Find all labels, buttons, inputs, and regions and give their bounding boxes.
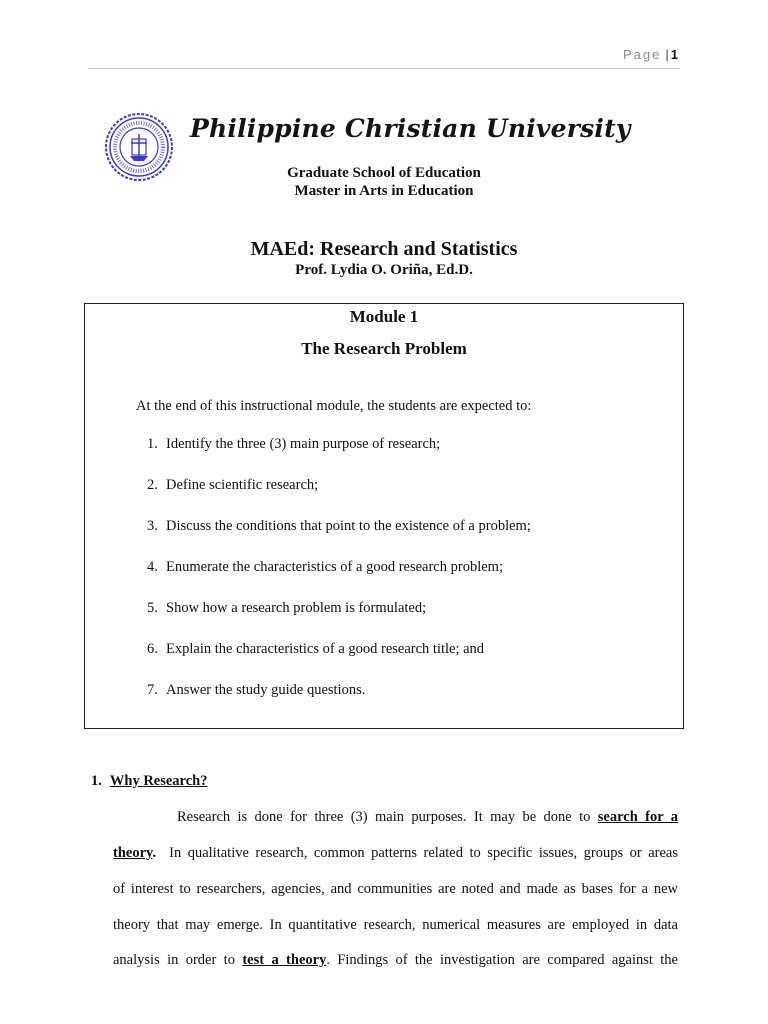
paragraph-line: Research is done for three (3) main purposes. It may be done to search for a: [177, 809, 678, 825]
page-separator: |: [665, 47, 669, 62]
objective-item: 2. Define scientific research;: [147, 477, 319, 493]
header-rule: [88, 68, 680, 69]
objectives-intro: At the end of this instructional module, the students are expected to:: [136, 398, 532, 414]
paragraph-line: theory that may emerge. In quantitative research, numerical measures are employed in data: [113, 917, 678, 933]
professor-name: Prof. Lydia O. Oriña, Ed.D.: [295, 262, 473, 278]
module-objectives-box: [84, 303, 684, 729]
section-heading: 1. Why Research?: [91, 773, 208, 789]
school-name: Graduate School of Education: [287, 165, 481, 181]
module-title: The Research Problem: [301, 339, 467, 358]
page-number: 1: [670, 47, 678, 62]
page-label: Page: [623, 47, 662, 62]
paragraph-line: analysis in order to test a theory. Findings of the investigation are compared against the: [113, 952, 678, 968]
module-number: Module 1: [349, 307, 419, 326]
paragraph-line: of interest to researchers, agencies, and communities are noted and made as bases for a new: [113, 881, 678, 897]
emphasis-test-a-theory: test a theory: [242, 952, 327, 968]
program-name: Master in Arts in Education: [294, 183, 474, 199]
university-name: Philippine Christian University: [190, 114, 631, 143]
objective-item: 1. Identify the three (3) main purpose of research;: [147, 436, 441, 452]
objective-item: 3. Discuss the conditions that point to the existence of a problem;: [147, 518, 531, 534]
objective-item: 6. Explain the characteristics of a good research title; and: [147, 641, 485, 657]
paragraph-line: theory. In qualitative research, common patterns related to specific issues, groups or areas: [113, 845, 679, 861]
course-title: MAEd: Research and Statistics: [250, 238, 518, 260]
emphasis-theory: theory: [113, 845, 153, 861]
objective-item: 5. Show how a research problem is formulated;: [147, 600, 427, 616]
objective-item: 4. Enumerate the characteristics of a good research problem;: [147, 559, 503, 575]
emphasis-search-for-a: search for a: [597, 809, 678, 825]
page-header: [623, 47, 678, 62]
objective-item: 7. Answer the study guide questions.: [147, 682, 366, 698]
